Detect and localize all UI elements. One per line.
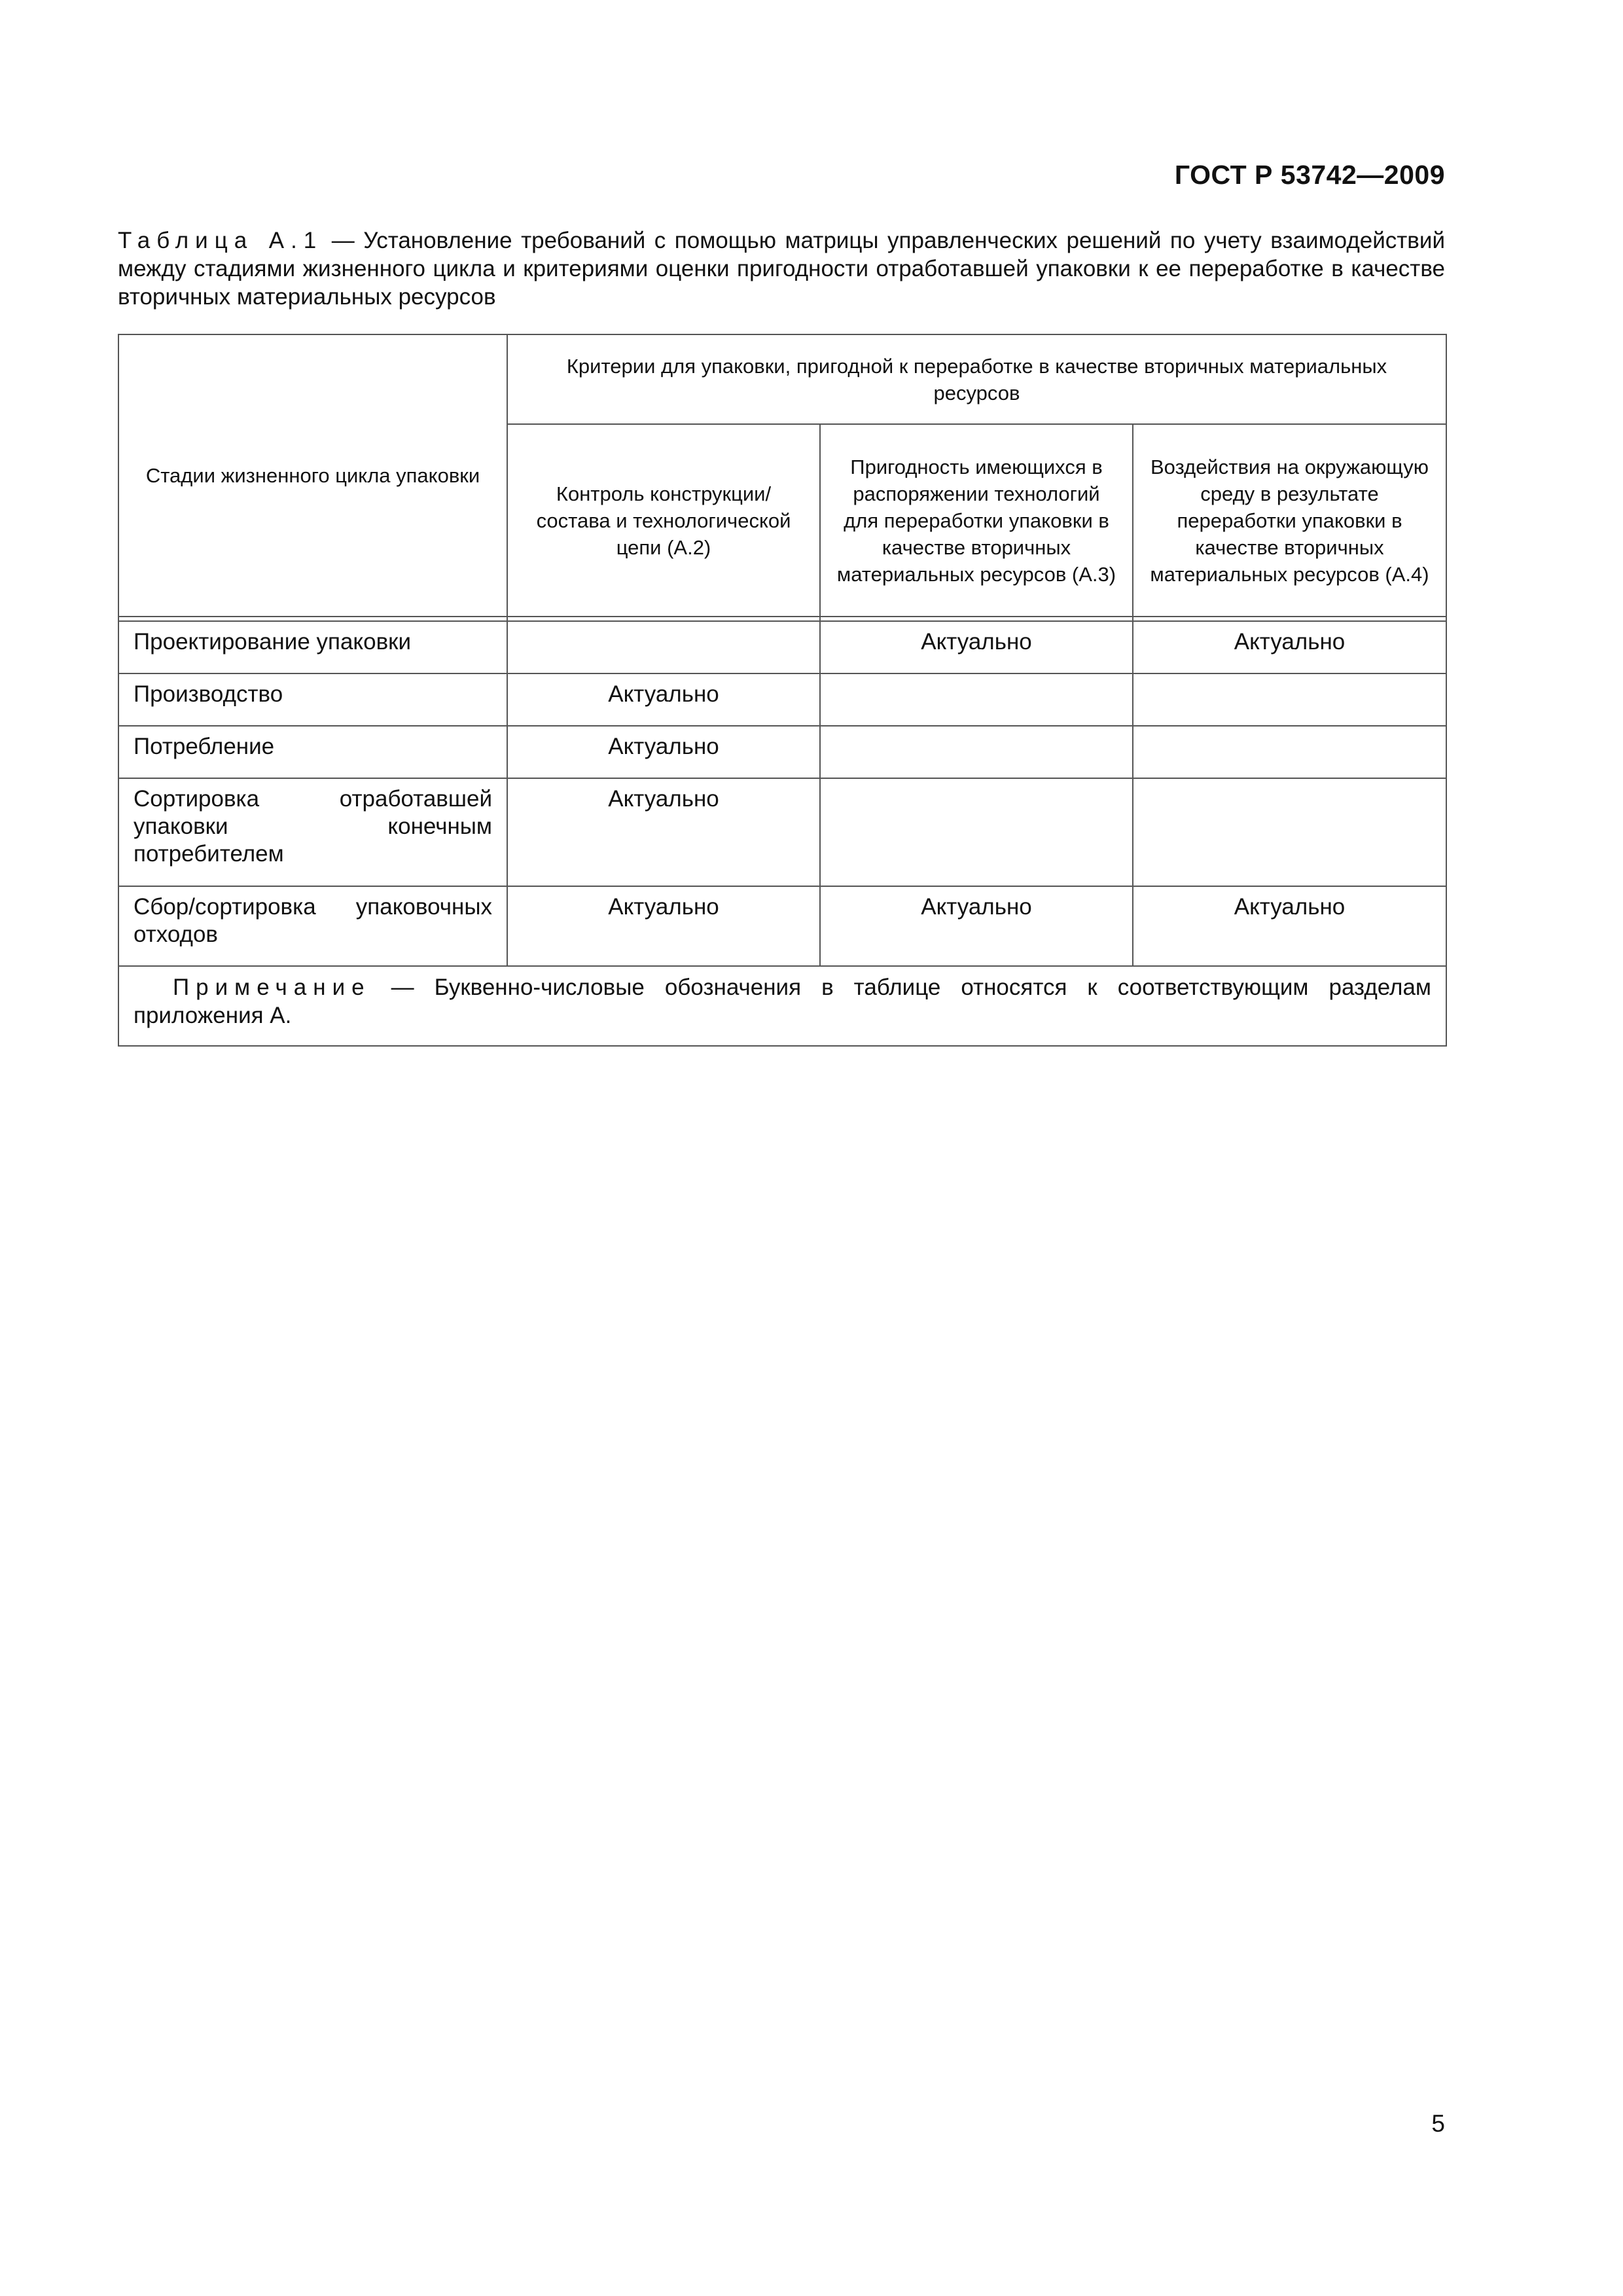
value-cell (1133, 778, 1446, 886)
stage-cell: Производство (118, 673, 507, 726)
table-caption-dash: — (323, 228, 364, 253)
stage-cell: Сбор/сортировка упаковочных отходов (118, 886, 507, 966)
document-standard-id: ГОСТ Р 53742—2009 (1174, 160, 1445, 190)
stage-cell: Проектирование упаковки (118, 621, 507, 673)
table-note-label: Примечание (173, 975, 371, 1000)
stage-column-header: Стадии жизненного цикла упаковки (118, 334, 507, 617)
table-note-text: Буквенно-числовые обозначения в таблице относятся к соответствующим разделам приложения А. (134, 975, 1431, 1028)
table-note-dash: — (370, 975, 435, 1000)
table-caption-label: Таблица А.1 (118, 228, 323, 253)
value-cell: Актуально (1133, 886, 1446, 966)
header-separator (118, 617, 1446, 621)
value-cell: Актуально (507, 778, 820, 886)
stage-cell: Потребление (118, 726, 507, 778)
table-row (118, 673, 1446, 726)
value-cell: Актуально (507, 886, 820, 966)
value-cell: Актуально (507, 673, 820, 726)
criteria-column-header: Контроль конструкции/состава и технологической цепи (А.2) (507, 424, 820, 617)
value-cell: Актуально (507, 726, 820, 778)
table-row (118, 621, 1446, 673)
page-number: 5 (1431, 2110, 1445, 2137)
requirements-matrix-table (118, 334, 1447, 1047)
value-cell: Актуально (1133, 621, 1446, 673)
value-cell: Актуально (820, 621, 1133, 673)
value-cell (1133, 673, 1446, 726)
value-cell (1133, 726, 1446, 778)
value-cell (820, 726, 1133, 778)
value-cell (507, 621, 820, 673)
table-row (118, 886, 1446, 966)
table-row (118, 726, 1446, 778)
criteria-column-header: Пригодность имеющихся в распоряжении технологий для переработки упаковки в качестве вторичных материальных ресурсов (А.3) (820, 424, 1133, 617)
criteria-column-header: Воздействия на окружающую среду в результате переработки упаковки в качестве вторичных материальных ресурсов (А.4) (1133, 424, 1446, 617)
table-note (118, 966, 1446, 1046)
table-caption-text: Установление требований с помощью матрицы управленческих решений по учету взаимодействий между стадиями жизненного цикла и критериями оценки пригодности отработавшей упаковки к ее переработке в качестве вторичных материальных ресурсов (118, 228, 1445, 310)
table-note-row (118, 966, 1446, 1046)
criteria-group-header: Критерии для упаковки, пригодной к переработке в качестве вторичных материальных ресурсов (507, 334, 1446, 424)
value-cell: Актуально (820, 886, 1133, 966)
table-caption (118, 226, 1445, 311)
table-row (118, 778, 1446, 886)
value-cell (820, 673, 1133, 726)
stage-cell: Сортировка отработавшей упаковки конечным потребителем (118, 778, 507, 886)
value-cell (820, 778, 1133, 886)
table-header-row (118, 334, 1446, 424)
